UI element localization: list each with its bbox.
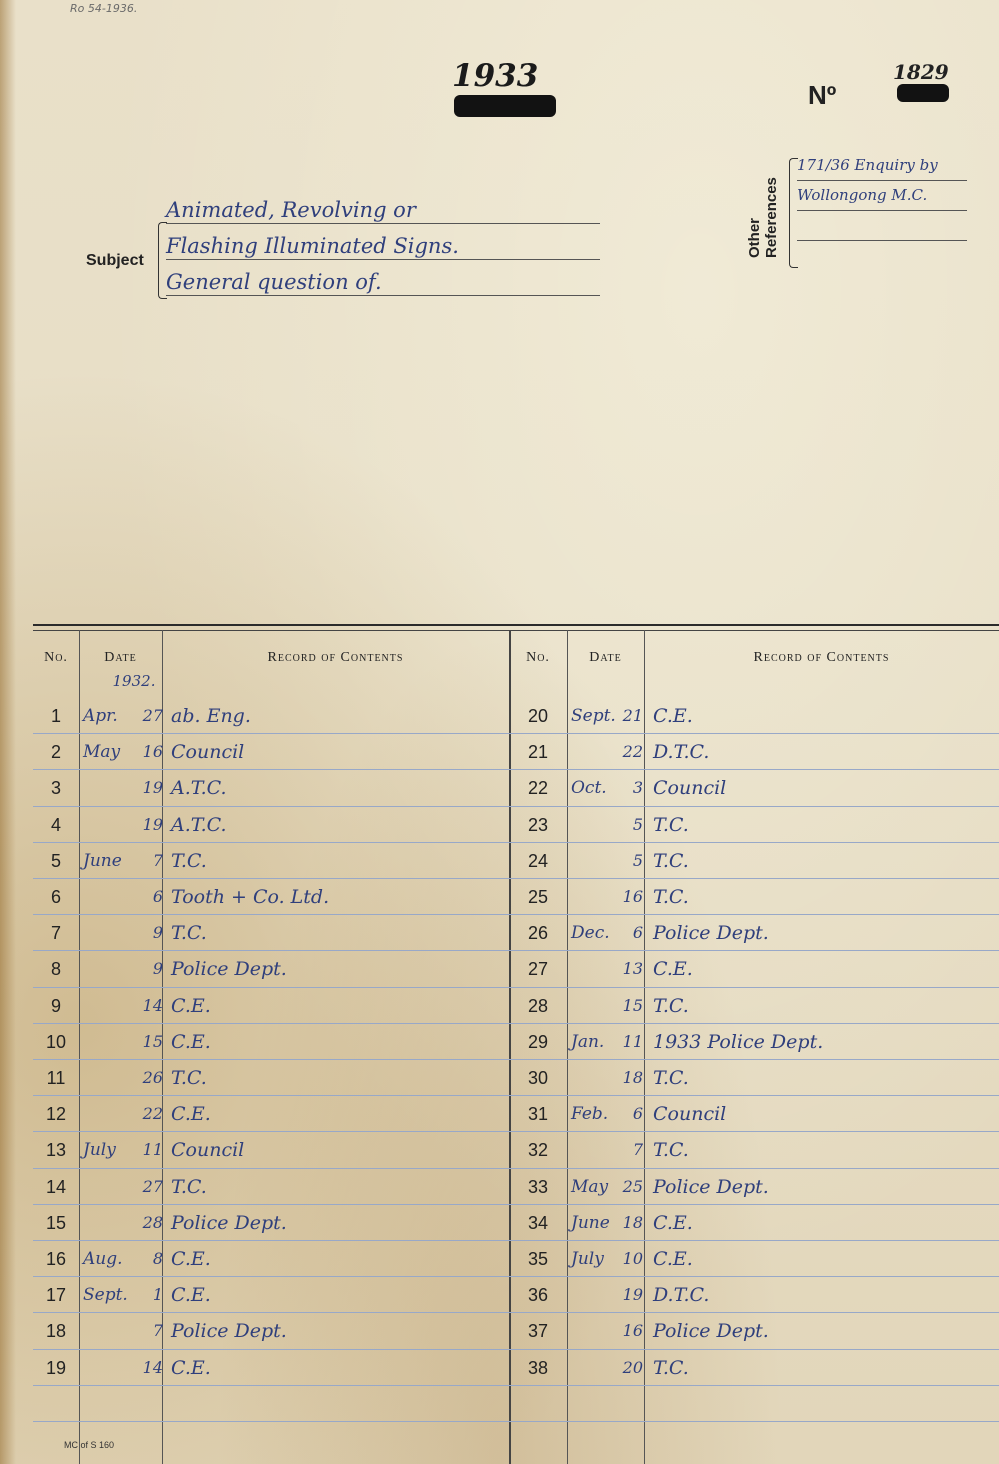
- entry-day: 22: [622, 742, 643, 762]
- entry-month: [571, 843, 611, 879]
- entry-number: 4: [50, 814, 61, 835]
- file-year: 1933: [452, 58, 539, 94]
- entry-day: 15: [142, 1031, 163, 1051]
- entry-month: [83, 1205, 135, 1241]
- entry-month: Sept.: [571, 706, 616, 726]
- entry-content: A.T.C.: [171, 813, 227, 836]
- entry-number: 32: [527, 1140, 549, 1161]
- entry-number: 23: [527, 814, 549, 835]
- entry-month: [83, 879, 135, 915]
- entry-day: 5: [632, 850, 643, 870]
- entry-month: [83, 1350, 135, 1386]
- entry-content: C.E.: [653, 705, 693, 727]
- entry-month: [83, 1024, 135, 1060]
- entry-number: 10: [45, 1031, 67, 1052]
- entry-number: 7: [50, 923, 61, 944]
- entry-month: July: [83, 1140, 116, 1161]
- entry-month: [571, 1313, 611, 1349]
- entry-day: 9: [152, 959, 163, 979]
- entry-day: 18: [622, 1068, 643, 1087]
- entry-number: 31: [527, 1104, 549, 1125]
- entry-day: 26: [142, 1068, 163, 1087]
- entry-content: C.E.: [653, 958, 693, 981]
- entry-day: 3: [632, 778, 643, 798]
- entry-content: Tooth + Co. Ltd.: [171, 886, 330, 908]
- entry-day: 20: [622, 1357, 643, 1377]
- entry-month: June: [83, 850, 122, 871]
- entry-number: 1: [50, 706, 61, 726]
- header-date-left: Date: [104, 650, 137, 665]
- entry-number: 21: [527, 742, 549, 763]
- reference-line-2: Wollongong M.C.: [797, 186, 967, 211]
- entry-number: 22: [527, 778, 549, 799]
- entry-day: 7: [152, 850, 163, 870]
- column-divider: [79, 630, 80, 1464]
- entry-content: T.C.: [171, 922, 207, 945]
- entry-content: Police Dept.: [653, 922, 769, 945]
- file-number: 1829: [893, 60, 949, 84]
- entry-day: 14: [142, 1357, 163, 1377]
- entry-day: 19: [622, 1285, 643, 1305]
- entry-month: [571, 734, 611, 770]
- entry-month: [571, 807, 611, 843]
- entry-number: 30: [527, 1068, 549, 1088]
- entry-day: 11: [622, 1031, 643, 1051]
- entry-number: 16: [45, 1249, 67, 1269]
- entry-content: T.C.: [653, 1356, 689, 1379]
- entry-number: 12: [45, 1104, 67, 1125]
- number-label: Nº: [808, 80, 837, 110]
- entry-number: 27: [527, 959, 549, 980]
- entry-content: C.E.: [171, 1103, 211, 1126]
- entry-day: 5: [632, 814, 643, 834]
- redaction-bar: [897, 84, 949, 102]
- entry-content: T.C.: [653, 1139, 689, 1162]
- subject-line-2: Flashing Illuminated Signs.: [166, 234, 600, 260]
- entry-month: Dec.: [571, 923, 610, 944]
- entry-day: 7: [632, 1140, 643, 1160]
- entry-day: 6: [632, 923, 643, 943]
- entry-number: 13: [45, 1140, 67, 1161]
- entry-number: 8: [50, 959, 61, 980]
- entry-day: 16: [622, 1321, 643, 1341]
- entry-content: C.E.: [171, 1284, 211, 1307]
- entry-content: T.C.: [171, 1175, 207, 1198]
- entry-content: T.C.: [653, 1067, 689, 1089]
- entry-month: [83, 1169, 135, 1205]
- entry-number: 5: [50, 850, 61, 871]
- entry-day: 19: [142, 778, 163, 798]
- entry-day: 16: [142, 742, 163, 762]
- contents-table: [33, 624, 999, 1464]
- entry-number: 29: [527, 1031, 549, 1052]
- header-date-right: Date: [589, 650, 622, 665]
- entry-day: 8: [152, 1249, 163, 1268]
- entry-month: [83, 988, 135, 1024]
- entry-number: 19: [45, 1357, 67, 1378]
- entry-content: Council: [171, 741, 245, 764]
- entry-content: Council: [653, 1103, 727, 1126]
- entry-month: [571, 988, 611, 1024]
- subject-line-1: Animated, Revolving or: [166, 198, 600, 224]
- entry-day: 22: [142, 1104, 163, 1124]
- entry-number: 35: [527, 1249, 549, 1269]
- subject-label: Subject: [86, 252, 144, 269]
- entry-number: 6: [50, 887, 61, 907]
- other-references-label-line1: Other: [746, 217, 763, 258]
- entry-month: Sept.: [83, 1285, 128, 1306]
- entry-month: Jan.: [571, 1031, 605, 1052]
- entry-content: T.C.: [653, 849, 689, 872]
- redaction-bar: [454, 95, 556, 117]
- entry-number: 24: [527, 850, 549, 871]
- entry-number: 2: [50, 742, 61, 763]
- entry-number: 25: [527, 887, 549, 907]
- entry-month: [83, 1096, 135, 1132]
- header-no-left: No.: [44, 650, 68, 665]
- entry-month: [83, 1313, 135, 1349]
- entry-number: 38: [527, 1357, 549, 1378]
- entry-day: 19: [142, 814, 163, 834]
- entry-month: Feb.: [571, 1104, 609, 1125]
- entry-content: D.T.C.: [653, 1284, 710, 1307]
- entry-content: ab. Eng.: [171, 705, 251, 727]
- column-divider: [644, 630, 645, 1464]
- entry-day: 18: [622, 1212, 643, 1232]
- entry-day: 15: [622, 995, 643, 1015]
- entry-month: May: [83, 742, 121, 763]
- entry-content: C.E.: [653, 1248, 693, 1270]
- entry-content: D.T.C.: [653, 741, 710, 764]
- entry-month: [571, 1060, 611, 1096]
- entry-day: 27: [142, 1176, 163, 1196]
- reference-line-3: [797, 216, 967, 241]
- entry-month: Apr.: [83, 706, 118, 726]
- entry-month: [571, 1350, 611, 1386]
- other-references-label-line2: References: [763, 177, 780, 258]
- ruled-line: [33, 1421, 999, 1422]
- entry-day: 14: [142, 995, 163, 1015]
- entry-content: T.C.: [171, 1067, 207, 1089]
- form-code: MC of S 160: [64, 1440, 115, 1450]
- entry-content: T.C.: [653, 813, 689, 836]
- entry-day: 27: [142, 706, 163, 725]
- entry-day: 25: [622, 1176, 643, 1196]
- entry-day: 13: [622, 959, 643, 979]
- entry-content: 1933 Police Dept.: [653, 1030, 824, 1053]
- entry-month: May: [571, 1176, 609, 1197]
- table-top-rule: [33, 626, 999, 631]
- entry-number: 11: [46, 1068, 66, 1088]
- stained-edge: [0, 0, 16, 1464]
- reference-line-1: 171/36 Enquiry by: [797, 156, 967, 181]
- entry-month: [83, 915, 135, 951]
- entry-day: 16: [622, 887, 643, 906]
- entry-month: Aug.: [83, 1249, 123, 1269]
- entry-number: 28: [527, 995, 549, 1016]
- entry-content: A.T.C.: [171, 777, 227, 800]
- entry-content: Police Dept.: [171, 1320, 287, 1343]
- entry-number: 18: [45, 1321, 67, 1342]
- entry-day: 6: [152, 887, 163, 906]
- entry-content: T.C.: [653, 886, 689, 908]
- subject-line-3: General question of.: [166, 270, 600, 296]
- entry-content: Council: [653, 777, 727, 800]
- entry-content: C.E.: [171, 1030, 211, 1053]
- entry-month: [571, 951, 611, 987]
- entry-day: 1: [152, 1285, 163, 1305]
- entry-day: 6: [632, 1104, 643, 1124]
- entry-number: 17: [45, 1285, 67, 1306]
- entry-content: Police Dept.: [171, 958, 287, 981]
- entry-content: C.E.: [171, 994, 211, 1017]
- entry-number: 15: [45, 1212, 67, 1233]
- entry-month: [571, 1132, 611, 1168]
- entry-number: 9: [50, 995, 61, 1016]
- pencil-reference: Ro 54-1936.: [70, 2, 138, 15]
- entry-month: June: [571, 1212, 610, 1233]
- entry-month: Oct.: [571, 778, 607, 799]
- entry-content: C.E.: [171, 1248, 211, 1270]
- entry-content: Police Dept.: [171, 1211, 287, 1234]
- entry-day: 11: [142, 1140, 163, 1160]
- entry-month: July: [571, 1249, 604, 1269]
- entry-content: C.E.: [171, 1356, 211, 1379]
- header-record-left: Record of Contents: [267, 650, 404, 665]
- entry-content: T.C.: [653, 994, 689, 1017]
- entry-content: C.E.: [653, 1211, 693, 1234]
- entry-number: 34: [527, 1212, 549, 1233]
- header-no-right: No.: [526, 650, 550, 665]
- entry-content: Police Dept.: [653, 1320, 769, 1343]
- column-divider: [567, 630, 568, 1464]
- entry-month: [571, 1277, 611, 1313]
- entry-number: 14: [45, 1176, 67, 1197]
- entry-number: 3: [50, 778, 61, 799]
- entry-month: [83, 951, 135, 987]
- entry-content: T.C.: [171, 849, 207, 872]
- entry-number: 20: [527, 706, 549, 726]
- entry-number: 36: [527, 1285, 549, 1306]
- date-year-note: 1932.: [112, 672, 156, 690]
- entry-day: 21: [622, 706, 643, 725]
- entry-month: [83, 770, 135, 806]
- entry-content: Council: [171, 1139, 245, 1162]
- header-record-right: Record of Contents: [753, 650, 890, 665]
- entry-month: [571, 879, 611, 915]
- entry-month: [83, 1060, 135, 1096]
- entry-month: [83, 807, 135, 843]
- entry-day: 7: [152, 1321, 163, 1341]
- entry-number: 26: [527, 923, 549, 944]
- entry-number: 37: [527, 1321, 549, 1342]
- entry-day: 9: [152, 923, 163, 943]
- entry-day: 10: [622, 1249, 643, 1268]
- entry-content: Police Dept.: [653, 1175, 769, 1198]
- entry-day: 28: [142, 1212, 163, 1232]
- entry-number: 33: [527, 1176, 549, 1197]
